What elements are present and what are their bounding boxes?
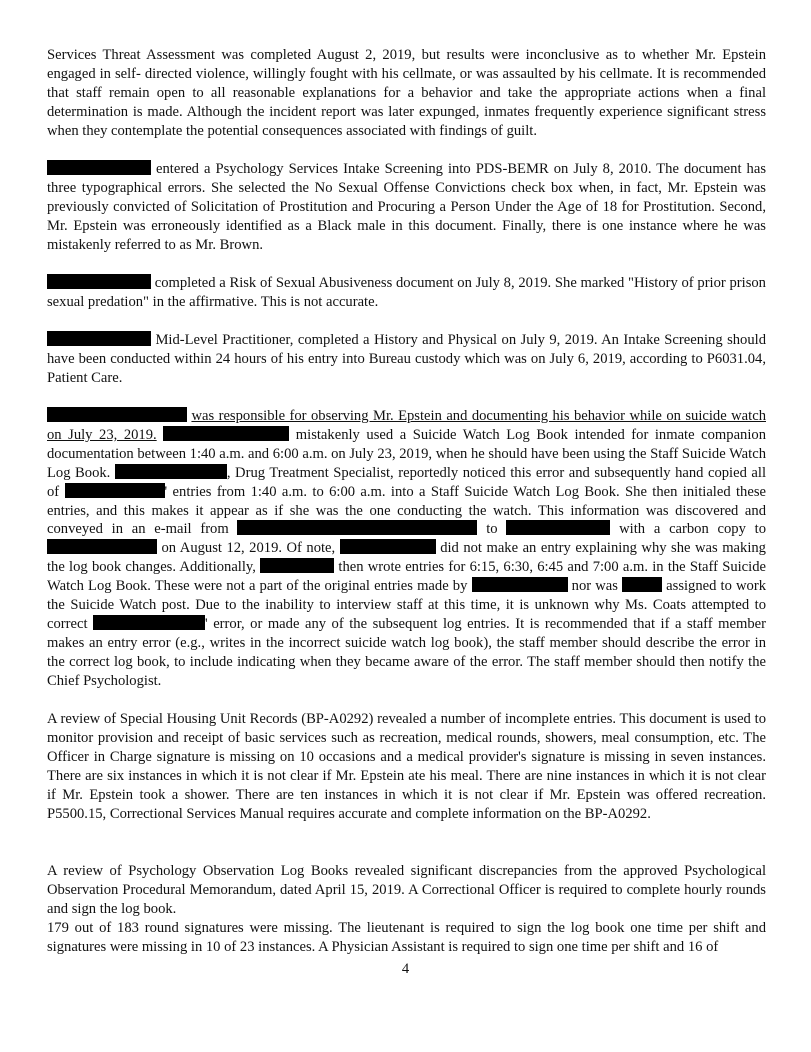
- suicide-watch-text-4: ' entries from 1:40 a.m. to 6:00 a.m. into a Staff Suicide Watch Log Book. She then initialed these entries, and this makes it appear as if she was the one conducting the watch. This information was discovered and conveyed in an e-mail from: [47, 483, 766, 538]
- suicide-watch-text-9: then wrote entries for 6:15, 6:30, 6:45 and 7:00 a.m. in the Staff Suicide Watch Log Book. These were not a part of the original entries made by: [47, 559, 766, 595]
- paragraph-threat-assessment: Services Threat Assessment was completed August 2, 2019, but results were inconclusive as to whether Mr. Epstein engaged in self- directed violence, willingly fought with his cellmate, or was assaulted by his cellmate. It is recommended that staff remain open to all reasonable explanations for a behavior and take the appropriate actions when a final determination is made. Although the incident report was later expunged, inmates frequently experience significant stress when they contemplate the potential consequences associated with findings of guilt.: [47, 47, 766, 139]
- suicide-watch-text-7: on August 12, 2019. Of note,: [161, 540, 336, 557]
- redaction-block: [340, 539, 436, 554]
- paragraph-suicide-watch: [47, 407, 766, 691]
- suicide-watch-text-6: with a carbon copy to: [619, 521, 767, 538]
- paragraph-history-physical: [47, 331, 766, 388]
- redaction-block: [65, 483, 165, 498]
- paragraph-sexual-abusiveness-text: completed a Risk of Sexual Abusiveness document on July 8, 2019. She marked "History of prior prison sexual predation" in the affirmative. This is not accurate.: [47, 275, 766, 310]
- redaction-block: [622, 577, 662, 592]
- suicide-watch-text-5: to: [486, 521, 498, 538]
- redaction-block: [472, 577, 568, 592]
- redaction-block: [47, 539, 157, 554]
- suicide-watch-text-12: ' error, or made any of the subsequent log entries. It is recommended that if a staff member makes an entry error (e.g., writes in the incorrect suicide watch log book), the staff member should describe the error in the correct log book, to include indicating when they became aware of the error. The staff member should then notify the Chief Psychologist.: [47, 615, 766, 689]
- suicide-watch-text-10: nor was: [571, 578, 618, 595]
- redaction-block: [93, 615, 205, 630]
- suicide-watch-text-1: was responsible for observing Mr. Epstein and documenting his behavior while on suicide watch on July 23, 2019.: [47, 408, 766, 443]
- paragraph-special-housing-records: A review of Special Housing Unit Records (BP-A0292) revealed a number of incomplete entries. This document is used to monitor provision and receipt of basic services such as recreation, medical rounds, showers, meal consumption, etc. The Officer in Charge signature is missing on 10 occasions and a medical provider's signature is missing in seven instances. There are six instances in which it is not clear if Mr. Epstein ate his meal. There are nine instances in which it is not clear if Mr. Epstein took a shower. There are ten instances in which it is not clear if Mr. Epstein was offered recreation. P5500.15, Correctional Services Manual requires accurate and complete information on the BP-A0292.: [47, 711, 766, 822]
- suicide-watch-text-3: , Drug Treatment Specialist, reportedly noticed this error and subsequently hand copied all of: [47, 464, 767, 500]
- suicide-watch-text-11: assigned to work the Suicide Watch post. Due to the inability to interview staff at this time, it is unknown why Ms. Coats attempted to correct: [47, 578, 766, 632]
- redaction-block: [163, 426, 289, 441]
- redaction-block: [506, 520, 610, 535]
- paragraph-history-physical-text: Mid-Level Practitioner, completed a History and Physical on July 9, 2019. An Intake Screening should have been conducted within 24 hours of his entry into Bureau custody which was on July 6, 2019, according to P6031.04, Patient Care.: [47, 332, 766, 386]
- redaction-block: [47, 274, 151, 289]
- paragraph-intake-screening-text: entered a Psychology Services Intake Screening into PDS-BEMR on July 8, 2010. The document has three typographical errors. She selected the No Sexual Offense Convictions check box when, in fact, Mr. Epstein was previously convicted of Solicitation of Prostitution and Procuring a Person Under the Age of 18 for Prostitution. Second, Mr. Epstein was erroneously identified as a Black male in this document. Finally, there is one instance where he was mistakenly referred to as Mr. Brown.: [47, 161, 766, 253]
- paragraph-sexual-abusiveness: [47, 274, 766, 312]
- page-number: 4: [401, 961, 410, 977]
- redaction-block: [47, 331, 151, 346]
- redaction-block: [237, 520, 477, 535]
- suicide-watch-text-8: did not make an entry explaining why she was making the log book changes. Additionally,: [47, 540, 766, 576]
- suicide-watch-text-2: mistakenly used a Suicide Watch Log Book intended for inmate companion documentation between 1:40 a.m. and 6:00 a.m. on July 23, 2019, when he should have been using the Staff Suicide Watch Log Book.: [47, 426, 766, 481]
- paragraph-round-signatures: 179 out of 183 round signatures were missing. The lieutenant is required to sign the log book one time per shift and signatures were missing in 10 of 23 instances. A Physician Assistant is required to sign one time per shift and 16 of: [47, 920, 766, 955]
- redaction-block: [115, 464, 227, 479]
- paragraph-observation-log-books: A review of Psychology Observation Log Books revealed significant discrepancies from the approved Psychological Observation Procedural Memorandum, dated April 15, 2019. A Correctional Officer is required to complete hourly rounds and sign the log book.: [47, 863, 766, 917]
- redaction-block: [260, 558, 334, 573]
- redaction-block: [47, 160, 151, 175]
- paragraph-intake-screening: [47, 160, 766, 255]
- redaction-block: [47, 407, 187, 422]
